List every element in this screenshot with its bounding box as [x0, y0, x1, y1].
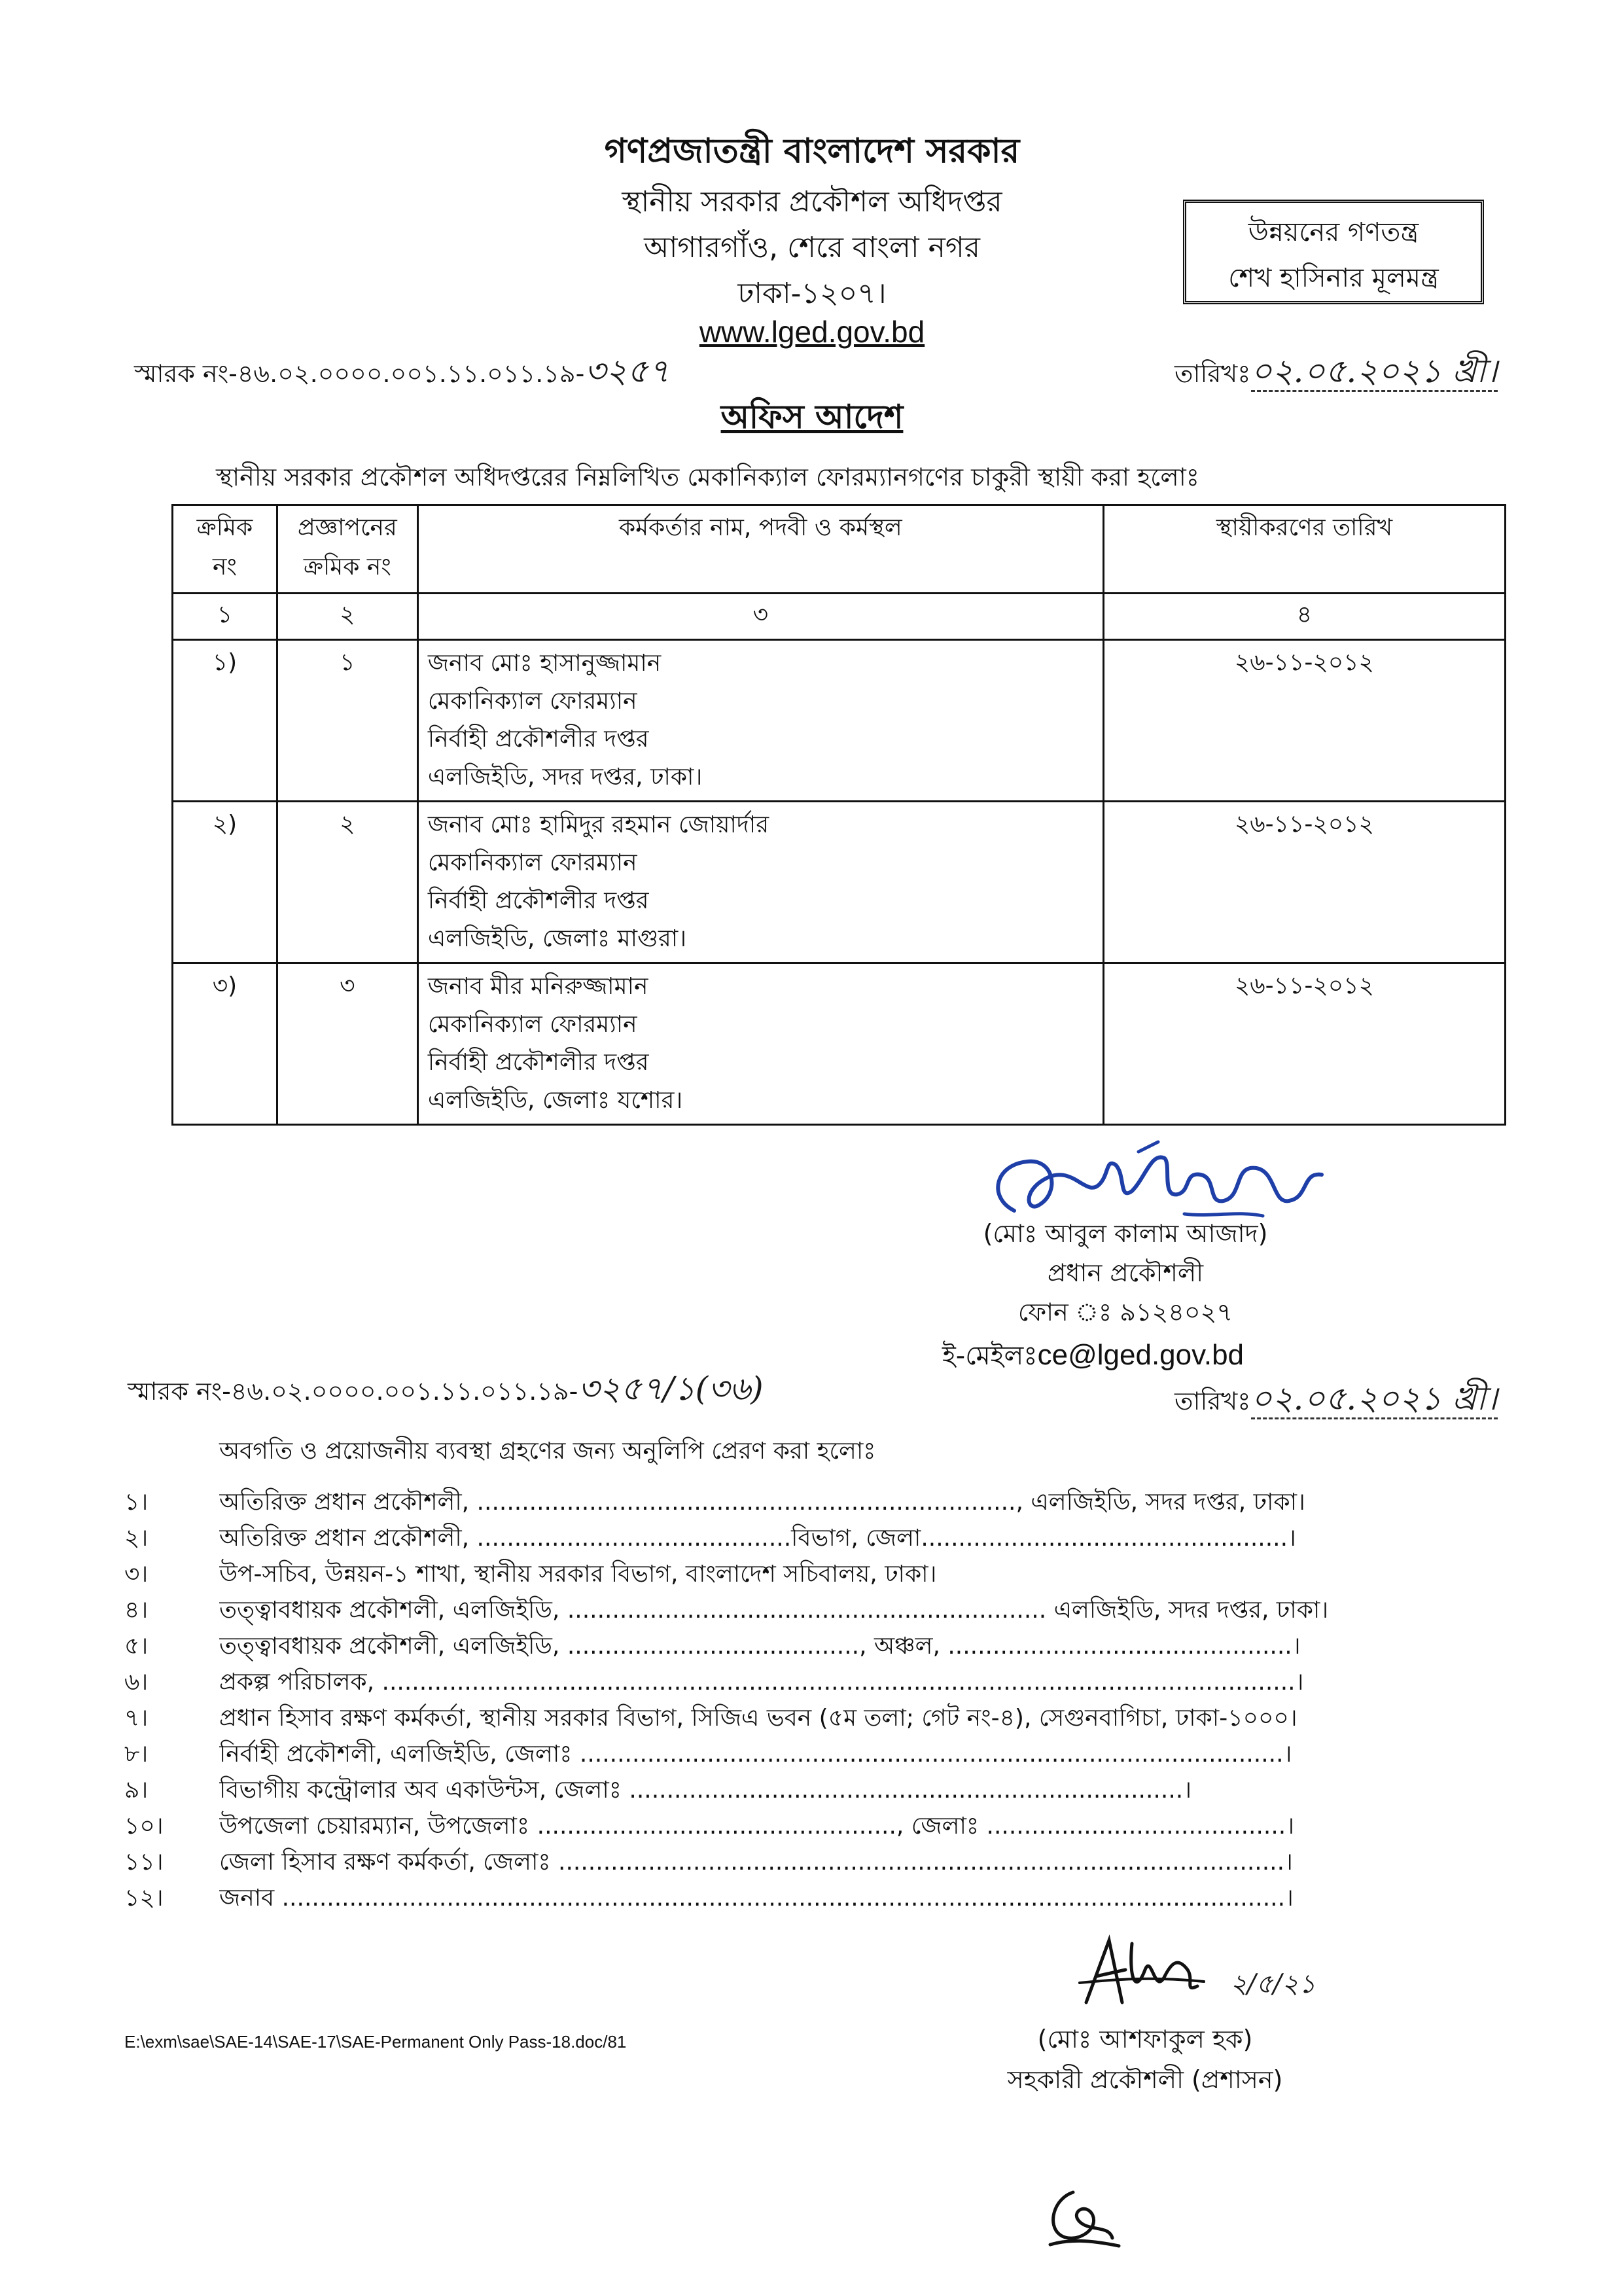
officer-location: এলজিইডি, সদর দপ্তর, ঢাকা। [427, 764, 703, 791]
notif-serial-cell: ১ [277, 640, 417, 802]
cc-number: ৮। [124, 1741, 149, 1768]
memo-date-2 [1174, 1374, 1498, 1429]
table-row [173, 802, 1506, 963]
cc-number: ৫। [124, 1633, 149, 1660]
index-cell: ২ [277, 594, 417, 640]
col-notif-serial-header: প্রজ্ঞাপনের ক্রমিক নং [277, 505, 417, 594]
table-row [173, 963, 1506, 1125]
order-intro: স্থানীয় সরকার প্রকৌশল অধিদপ্তরের নিম্নলিখিত মেকানিক্যাল ফোরম্যানগণের চাকুরী স্থায়ী করা হলোঃ [216, 463, 1199, 491]
cc-number: ১২। [124, 1885, 164, 1912]
col-officer-header: কর্মকর্তার নাম, পদবী ও কর্মস্থল [417, 505, 1103, 594]
signatory-1-designation: প্রধান প্রকৌশলী [1047, 1258, 1204, 1287]
date-cell: ২৬-১১-২০১২ [1103, 802, 1505, 963]
cc-item: জেলা হিসাব রক্ষণ কর্মকর্তা, জেলাঃ .................................................................................................। [219, 1849, 1293, 1876]
officer-office: নির্বাহী প্রকৌশলীর দপ্তর [427, 1049, 649, 1076]
order-title-text: অফিস আদেশ [720, 398, 904, 436]
table-row [173, 640, 1506, 802]
officer-location: এলজিইডি, জেলাঃ মাগুরা। [427, 925, 687, 952]
slogan-line-2: শেখ হাসিনার মূলমন্ত্র [1228, 263, 1439, 293]
permanent-staff-table [171, 504, 1506, 1126]
order-title [0, 393, 1624, 447]
memo-handwritten-number: ৩২৫৭/১(৩৬) [578, 1370, 764, 1408]
cc-number: ৬। [124, 1669, 149, 1696]
cc-item: অতিরিক্ত প্রধান প্রকৌশলী, ........................................................................, এলজিইডি, সদর দপ্তর, ঢাকা। [219, 1489, 1305, 1516]
date-label: তারিখঃ [1174, 1387, 1251, 1415]
initial-date: ২/৫/২১ [1230, 1969, 1316, 1999]
officer-designation: মেকানিক্যাল ফোরম্যান [427, 849, 637, 876]
signatory-2-block [981, 2019, 1309, 2100]
slogan-box [1183, 200, 1484, 304]
serial-cell: ১) [173, 640, 277, 802]
cc-item: উপ-সচিব, উন্নয়ন-১ শাখা, স্থানীয় সরকার বিভাগ, বাংলাদেশ সচিবালয়, ঢাকা। [219, 1561, 937, 1588]
initial-mark [1034, 2173, 1125, 2251]
serial-cell: ৩) [173, 963, 277, 1125]
cc-item: বিভাগীয় কন্ট্রোলার অব একাউন্টস, জেলাঃ ..........................................................................। [219, 1777, 1192, 1804]
signatory-2-name: (মোঃ আশফাকুল হক) [1037, 2025, 1253, 2054]
officer-cell [417, 802, 1103, 963]
signatory-1-block [955, 1214, 1296, 1332]
email-link[interactable]: ce@lged.gov.bd [1037, 1339, 1244, 1371]
department-name: স্থানীয় সরকার প্রকৌশল অধিদপ্তর [622, 185, 1002, 219]
notif-serial-cell: ২ [277, 802, 417, 963]
signatory-1-email-line [942, 1335, 1244, 1379]
cc-item: অতিরিক্ত প্রধান প্রকৌশলী, ..........................................বিভাগ, জেলা.................................................। [219, 1525, 1296, 1552]
address-line: আগারগাঁও, শেরে বাংলা নগর [644, 231, 980, 264]
officer-office: নির্বাহী প্রকৌশলীর দপ্তর [427, 887, 649, 914]
officer-name: জনাব মীর মনিরুজ্জামান [427, 973, 648, 1000]
officer-location: এলজিইডি, জেলাঃ যশোর। [427, 1087, 683, 1114]
officer-designation: মেকানিক্যাল ফোরম্যান [427, 688, 637, 715]
cc-number: ১১। [124, 1849, 164, 1876]
col-serial-header: ক্রমিক নং [173, 505, 277, 594]
cc-item: উপজেলা চেয়ারম্যান, উপজেলাঃ ................................................, জেলাঃ ........................................। [219, 1813, 1295, 1840]
officer-office: নির্বাহী প্রকৌশলীর দপ্তর [427, 726, 649, 753]
cc-number: ৯। [124, 1777, 149, 1804]
email-label: ই-মেইলঃ [942, 1341, 1038, 1371]
cc-item: প্রকল্প পরিচালক, ..........................................................................................................................। [219, 1669, 1304, 1696]
cc-item: প্রধান হিসাব রক্ষণ কর্মকর্তা, স্থানীয় সরকার বিভাগ, সিজিএ ভবন (৫ম তলা; গেট নং-৪), সেগুনবাগিচা, ঢাকা-১০০০। [219, 1705, 1297, 1732]
cc-item: জনাব ......................................................................................................................................। [219, 1885, 1294, 1912]
signatory-2-designation: সহকারী প্রকৌশলী (প্রশাসন) [1007, 2065, 1283, 2094]
signatory-1-name: (মোঃ আবুল কালাম আজাদ) [983, 1219, 1268, 1248]
cc-item: নির্বাহী প্রকৌশলী, এলজিইডি, জেলাঃ ..............................................................................................। [219, 1741, 1292, 1768]
date-value: ০২.০৫.২০২১ খ্রী। [1251, 1379, 1498, 1419]
cc-number: ৩। [124, 1561, 149, 1588]
index-cell: ৪ [1103, 594, 1505, 640]
index-row [173, 594, 1506, 640]
officer-name: জনাব মোঃ হামিদুর রহমান জোয়ার্দার [427, 811, 769, 838]
cc-number: ৭। [124, 1705, 149, 1732]
date-value: ০২.০৫.২০২১ খ্রী। [1251, 352, 1498, 392]
col-date-header: স্থায়ীকরণের তারিখ [1103, 505, 1505, 594]
cc-intro: অবগতি ও প্রয়োজনীয় ব্যবস্থা গ্রহণের জন্য অনুলিপি প্রেরণ করা হলোঃ [219, 1438, 876, 1465]
officer-cell [417, 963, 1103, 1125]
serial-cell: ২) [173, 802, 277, 963]
index-cell: ৩ [417, 594, 1103, 640]
memo-number-2 [128, 1364, 764, 1419]
office-title: গণপ্রজাতন্ত্রী বাংলাদেশ সরকার [604, 132, 1020, 171]
index-cell: ১ [173, 594, 277, 640]
officer-designation: মেকানিক্যাল ফোরম্যান [427, 1011, 637, 1038]
cc-number: ১। [124, 1489, 149, 1516]
memo-number-text: স্মারক নং-৪৬.০২.০০০০.০০১.১১.০১১.১৯- [134, 359, 585, 388]
signatory-1-phone: ফোন ঃ ৯১২৪০২৭ [1017, 1298, 1233, 1326]
cc-number: ১০। [124, 1813, 164, 1840]
cc-item: তত্ত্বাবধায়ক প্রকৌশলী, এলজিইডি, ......................................., অঞ্চল, ..............................................। [219, 1633, 1301, 1660]
cc-number: ৪। [124, 1597, 149, 1624]
date-cell: ২৬-১১-২০১২ [1103, 640, 1505, 802]
slogan-line-1: উন্নয়নের গণতন্ত্র [1248, 217, 1419, 247]
cc-number: ২। [124, 1525, 149, 1552]
notif-serial-cell: ৩ [277, 963, 417, 1125]
cc-item: তত্ত্বাবধায়ক প্রকৌশলী, এলজিইডি, ................................................................ এলজিইডি, সদর দপ্তর, ঢাকা। [219, 1597, 1329, 1624]
memo-number-text: স্মারক নং-৪৬.০২.০০০০.০০১.১১.০১১.১৯- [128, 1377, 578, 1406]
city-line: ঢাকা-১২০৭। [737, 277, 887, 310]
date-cell: ২৬-১১-২০১২ [1103, 963, 1505, 1125]
file-path: E:\exm\sae\SAE-14\SAE-17\SAE-Permanent Only Pass-18.doc/81 [124, 2032, 627, 2052]
officer-name: জনাব মোঃ হাসানুজ্জামান [427, 650, 662, 677]
officer-cell [417, 640, 1103, 802]
memo-handwritten-number: ৩২৫৭ [584, 352, 670, 390]
date-label: তারিখঃ [1174, 359, 1251, 388]
website-link[interactable]: www.lged.gov.bd [699, 315, 925, 349]
